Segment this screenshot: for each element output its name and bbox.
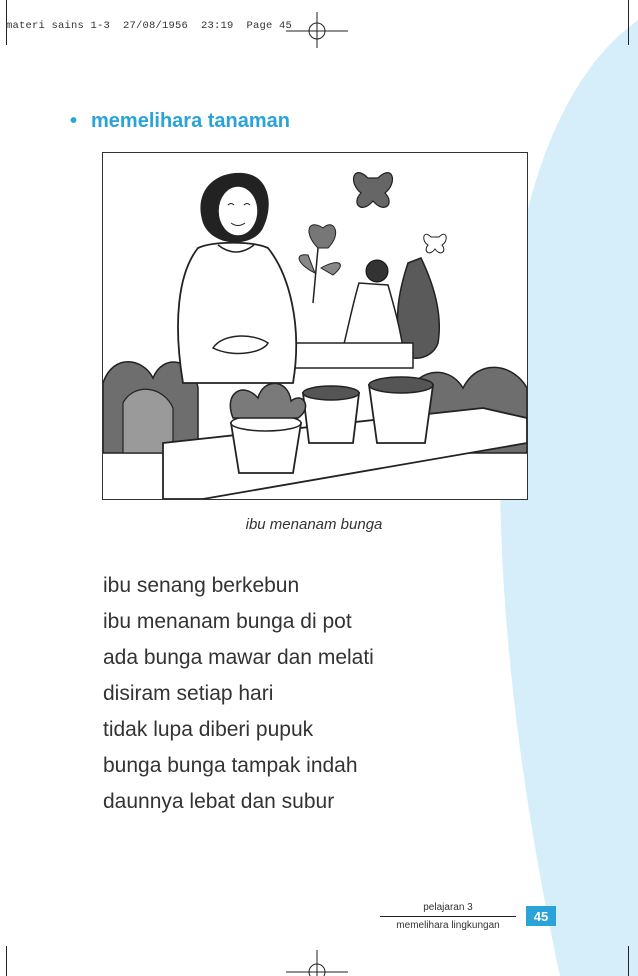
poem-line: disiram setiap hari [103,682,274,705]
poem-line: bunga bunga tampak indah [103,754,358,777]
poem-text [103,568,374,820]
gardening-scene-icon [103,153,527,499]
heading-text: memelihara tanaman [91,110,290,132]
crop-mark-bottom-right [628,946,629,976]
poem-line: ibu menanam bunga di pot [103,610,352,633]
footer-lesson: pelajaran 3 [423,902,473,913]
registration-mark-top [286,12,348,48]
print-slug-line: materi sains 1-3 27/08/1956 23:19 Page 45 [6,20,293,32]
footer-topic: memelihara lingkungan [396,920,500,931]
page-number-badge: 45 [526,906,556,926]
gardening-illustration [102,152,528,500]
footer-divider [380,916,516,917]
poem-line: ada bunga mawar dan melati [103,646,374,669]
crop-mark-top-right [628,0,629,45]
crop-mark-bottom-left [6,946,7,976]
registration-mark-bottom [286,950,348,976]
poem-line: daunnya lebat dan subur [103,790,335,813]
poem-line: ibu senang berkebun [103,574,300,597]
section-heading [70,110,290,133]
poem-line: tidak lupa diberi pupuk [103,718,314,741]
illustration-caption: ibu menanam bunga [245,516,383,533]
heading-bullet: • [70,110,78,132]
